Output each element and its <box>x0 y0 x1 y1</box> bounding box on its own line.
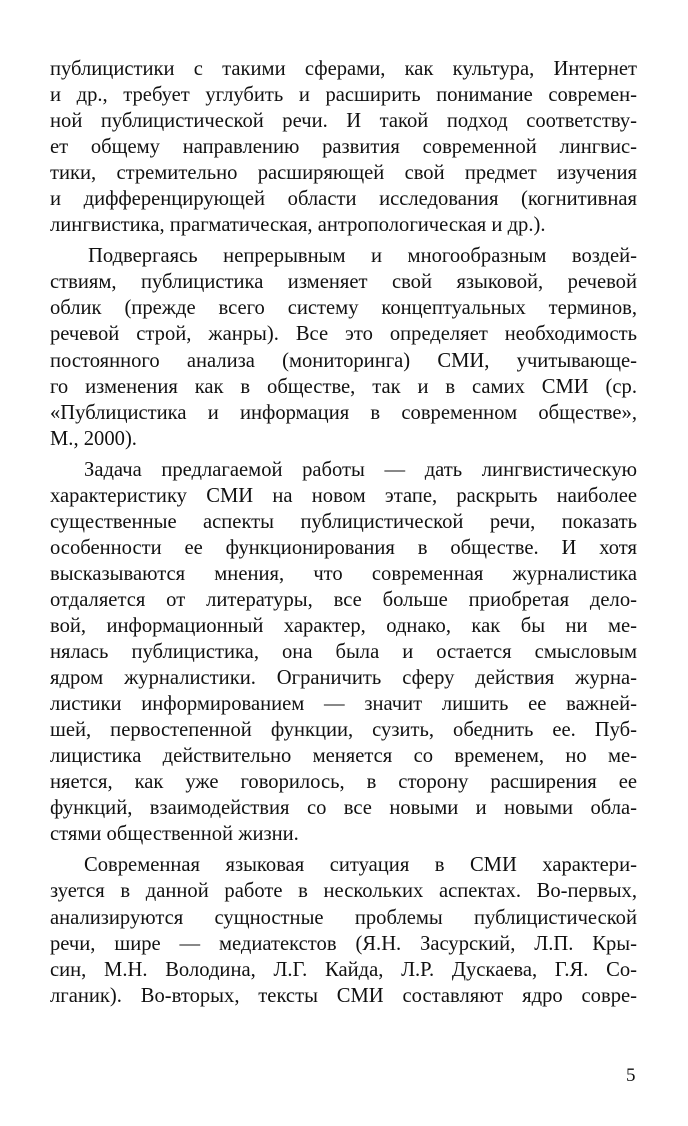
text-line: «Публицистика и информация в современном обществе», <box>50 401 637 424</box>
text-line: речевой строй, жанры). Все это определяет необходимость <box>50 323 637 346</box>
text-line: существенные аспекты публицистической речи, показать <box>50 510 637 533</box>
text-line: лингвистика, прагматическая, антропологическая и др.). <box>50 214 546 237</box>
text-line: Современная языковая ситуация в СМИ характери- <box>84 854 637 877</box>
text-line: няется, как уже говорилось, в сторону расширения ее <box>50 771 637 794</box>
text-line: нялась публицистика, она была и остается смысловым <box>50 641 637 664</box>
page-number: 5 <box>626 1065 636 1086</box>
text-line: го изменения как в обществе, так и в самих СМИ (ср. <box>50 375 637 398</box>
text-line: публицистики с такими сферами, как культура, Интернет <box>50 58 637 80</box>
text-line: и дифференцирующей области исследования (когнитивная <box>50 188 637 211</box>
paragraph <box>50 852 637 1008</box>
text-line: речи, шире — медиатекстов (Я.Н. Засурский, Л.П. Кры- <box>50 932 637 955</box>
text-line: функций, взаимодействия со все новыми и новыми обла- <box>50 797 637 820</box>
text-line: шей, первостепенной функции, сузить, обеднить ее. Пуб- <box>50 719 637 742</box>
page-body <box>50 56 637 1009</box>
text-line: особенности ее функционирования в обществе. И хотя <box>50 536 637 559</box>
paragraph <box>50 56 637 238</box>
text-line: анализируются сущностные проблемы публицистической <box>50 906 637 929</box>
text-line: вой, информационный характер, однако, как бы ни ме- <box>50 614 637 637</box>
text-line: характеристику СМИ на новом этапе, раскрыть наиболее <box>50 484 637 507</box>
text-line: ной публицистической речи. И такой подход соответству- <box>50 110 637 133</box>
text-line: тики, стремительно расширяющей свой предмет изучения <box>50 162 637 185</box>
text-line: высказываются мнения, что современная журналистика <box>50 562 637 585</box>
paragraph <box>50 457 637 848</box>
text-line: постоянного анализа (мониторинга) СМИ, учитывающе- <box>50 349 637 372</box>
text-line: лганик). Во-вторых, тексты СМИ составляют ядро совре- <box>50 984 637 1007</box>
text-line: стями общественной жизни. <box>50 823 299 846</box>
text-line: ет общему направлению развития современной лингвис- <box>50 136 637 159</box>
text-line: зуется в данной работе в нескольких аспектах. Во-первых, <box>50 880 637 903</box>
text-line: ядром журналистики. Ограничить сферу действия журна- <box>50 667 637 690</box>
text-line: листики информированием — значит лишить ее важней- <box>50 693 637 716</box>
text-line: ствиям, публицистика изменяет свой языковой, речевой <box>50 271 637 294</box>
text-line: Задача предлагаемой работы — дать лингвистическую <box>84 458 637 481</box>
text-line: лицистика действительно меняется со временем, но ме- <box>50 745 637 768</box>
paragraph <box>50 243 637 451</box>
text-line: отдаляется от литературы, все больше приобретая дело- <box>50 588 637 611</box>
text-line: Подвергаясь непрерывным и многообразным воздей- <box>88 245 637 268</box>
text-line: син, М.Н. Володина, Л.Г. Кайда, Л.Р. Дускаева, Г.Я. Со- <box>50 958 637 981</box>
text-line: и др., требует углубить и расширить понимание современ- <box>50 84 637 107</box>
text-line: облик (прежде всего систему концептуальных терминов, <box>50 297 637 320</box>
text-line: М., 2000). <box>50 427 137 450</box>
